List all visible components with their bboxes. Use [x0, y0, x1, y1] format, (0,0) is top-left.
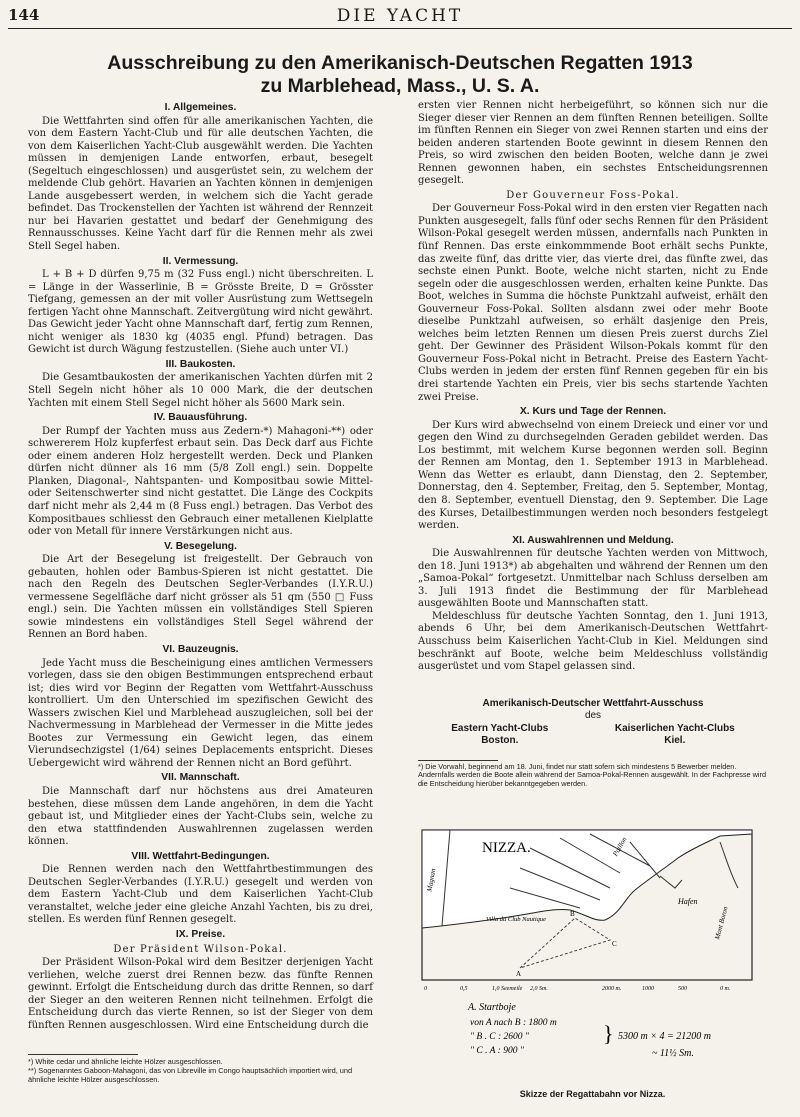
paragraph: Die Rennen werden nach den Wettfahrtbestimmungen des Deutschen Segler-Verbandes (I.Y.R.U.) gesegelt und werden von dem Eastern Yacht-Club und dem Kaiserlichen Yacht-Club veranstaltet, welche jeder eine gleiche Anzahl Yachten, bis zu drei, stellen. Es werden fünf Rennen gesegelt.	[28, 864, 373, 926]
article-title	[40, 52, 760, 98]
right-column	[418, 100, 768, 789]
signature-block	[418, 698, 768, 748]
paragraph: Meldeschluss für deutsche Yachten Sonntag, den 1. Juni 1913, abends 6 Uhr, bei dem Amerikanisch-Deutschen Wettfahrt-Ausschuss beim Kaiserlichen Yacht-Club in Kiel. Meldungen sind beschränkt auf Boote, welche beim Meldeschluss vollständig ausgerüstet und vom Stapel gelassen sind.	[418, 610, 768, 673]
footnote: *) White cedar und ähnliche leichte Hölzer ausgeschlossen.	[28, 1057, 223, 1066]
section-heading: IX. Preise.	[175, 929, 226, 940]
map-note-row3: " C . A : 900 "	[470, 1046, 524, 1056]
signature-right-club: Kaiserlichen Yacht-Clubs	[614, 722, 735, 734]
left-column	[28, 100, 373, 1032]
paragraph: Die Art der Besegelung ist freigestellt. Der Gebrauch von gebauten, hohlen oder Bambus-Spieren ist nicht gestattet. Die nach den Regeln des Deutschen Segler-Verbandes (I.Y.R.U.) vermessene Segelfläche darf nicht grösser als 51 qm (550 □ Fuss engl.) sein. Die Yachten müssen ein vollständiges Stell Spieren sowie mindestens ein vollständiges Stell Segel während der Rennen an Bord haben.	[28, 554, 373, 641]
header-rule	[8, 28, 792, 29]
left-footnotes	[28, 1050, 378, 1084]
paragraph: Der Gouverneur Foss-Pokal wird in den ersten vier Regatten nach Punkten ausgesegelt, falls fünf oder sechs Rennen für den Präsident Wilson-Pokal gesegelt werden müssen, andernfalls nach Punkten in fünf Rennen. Das erste einkommmende Boot erhält sechs Punkte, das zweite fünf, das dritte vier, das vierte drei, das fünfte zwei, das sechste einen Punkt. Boote, welche nicht starten, nicht zu Ende segeln oder die ausgeschlossen werden, erhalten keine Punkte. Das Boot, welches in Summa die höchste Punktzahl aufweist, erhält den Gouverneur Foss-Pokal. Sollten alsdann zwei oder mehr Boote dieselbe Punktzahl aufweisen, so erhält dasjenige den Preis, welches beim letzten Rennen um diesen Preis zuerst durchs Ziel geht. Der Gewinner des Präsident Wilson-Pokals kommt für den Gouverneur Foss-Pokal nicht in Betracht. Preise des Eastern Yacht-Clubs werden in jedem der ersten fünf Rennen gegeben für ein bis drei startende Yachten ein Preis, vier bis sechs startende Yachten zwei Preise.	[418, 203, 768, 403]
paragraph: L + B + D dürfen 9,75 m (32 Fuss engl.) nicht überschreiten. L = Länge in der Wasserlinie, B = Grösste Breite, D = Grösster Tiefgang, gemessen an der mit voller Ausrüstung zum Wettsegeln fertigen Yacht ohne Mannschaft. Zeitvergütung wird nicht gewährt. Das Gewicht jeder Yacht ohne Mannschaft darf, fertig zum Rennen, nicht weniger als 1830 kg (4035 engl. Pfund) betragen. Das Gewicht ist durch Wägung festzustellen. (Siehe auch unter VI.)	[28, 269, 373, 356]
signature-left	[451, 723, 548, 748]
paragraph: ersten vier Rennen nicht herbeigeführt, so können sich nur die Sieger dieser vier Rennen an dem fünften Rennen beteiligen. Sollte im fünften Rennen ein Sieger von zwei Rennen starten und eins der beiden anderen startenden Boote gewinnt in diesem Rennen den Preis, so wird zwischen den beiden Booten, welche dann je zwei Rennen gewonnen haben, ein sechstes Entscheidungsrennen gesegelt.	[418, 100, 768, 187]
regatta-map-svg	[420, 828, 765, 1083]
map-hafen-label: Hafen	[678, 897, 698, 906]
article-title-line2: zu Marblehead, Mass., U. S. A.	[260, 75, 540, 97]
signature-title: Amerikanisch-Deutscher Wettfahrt-Ausschuss	[482, 697, 704, 709]
regatta-map	[420, 828, 765, 1083]
section-heading: X. Kurs und Tage der Rennen.	[519, 406, 667, 418]
paragraph: Die Auswahlrennen für deutsche Yachten werden von Mittwoch, den 18. Juni 1913*) ab abgehalten und während der Rennen um den „Samoa-Pokal“ fortgesetzt. Unmittelbar nach Schluss derselben am 3. Juli 1913 findet die Bestimmung der für Marblehead ausgewählten Boote und Mannschaften statt.	[418, 548, 768, 610]
map-villa-label: Villa du Club Nautique	[486, 916, 547, 923]
map-note-brace: }	[603, 1021, 614, 1046]
signature-des: des	[584, 710, 602, 722]
paragraph: Die Mannschaft darf nur höchstens aus drei Amateuren bestehen, diese müssen dem Lande angehören, in dem die Yacht gebaut ist, und Mitglieder eines der Yacht-Clubs sein, welche zu den etwa stattfindenden Auswahlrennen zugelassen werden können.	[28, 785, 373, 848]
subsection-heading: Der Gouverneur Foss-Pokal.	[506, 189, 680, 201]
scale-ticks	[424, 986, 730, 992]
map-note-total: 5300 m × 4 = 21200 m	[618, 1031, 711, 1042]
left-footnote-list	[28, 1057, 378, 1084]
section-heading: VIII. Wettfahrt-Bedingungen.	[131, 850, 270, 862]
right-column-body	[418, 100, 768, 674]
signature-row	[418, 723, 768, 748]
paragraph: Die Wettfahrten sind offen für alle amerikanischen Yachten, die von dem Eastern Yacht-Club und für alle deutschen Yachten, die von dem Kaiserlichen Yacht-Club ausgewählt werden. Die Yachten müssen in demjenigen Lande entworfen, erbaut, besegelt (Segeltuch eingeschlossen) und ausgerüstet sein, zu welchem der meldende Club gehört. Havarien an Yachten können in demjenigen Lande ausgebessert werden, in welchem sich die Yacht gerade befindet. Das Trockenstellen der Yachten ist während der Rennzeit nur bei Havarien gestattet und bedarf der Genehmigung des Rennausschusses. Keine Yacht darf für die Rennen mehr als zwei Stell Segel haben.	[28, 115, 373, 253]
footnote-rule	[28, 1054, 138, 1055]
section-heading: VI. Bauzeugnis.	[162, 643, 239, 655]
section-heading: I. Allgemeines.	[164, 102, 237, 113]
right-footnote-text: *) Die Vorwahl, beginnend am 18. Juni, findet nur statt sofern sich mindestens 5 Bewerber melden. Andernfalls werden die Boote allein während der Samoa-Pokal-Rennen ausgewählt. In der Fachpresse wird die Entscheidung hierüber bekanntgegeben werden.	[418, 761, 767, 789]
page-number: 144	[8, 6, 40, 24]
footnote: **) Sogenanntes Gaboon-Mahagoni, das von Libreville im Congo hauptsächlich importiert wird, und ähnliche leichte Hölzer ausgeschlossen.	[28, 1066, 353, 1084]
section-heading: V. Besegelung.	[164, 540, 237, 552]
running-head	[8, 6, 792, 28]
scale-tick-label: 1000	[642, 986, 654, 992]
map-note-start: A. Startboje	[468, 1002, 516, 1013]
scale-tick-label: 1,0 Seemeile	[492, 986, 523, 992]
paragraph: Der Präsident Wilson-Pokal wird dem Besitzer derjenigen Yacht verliehen, welche zuerst drei Rennen bezw. das fünfte Rennen gewinnt. Erfolgt die Entscheidung durch das dritte Rennen, so darf der Sieger an den weiteren Rennen nicht teilnehmen. Erfolgt die Entscheidung durch das vierte Rennen, so ist der Sieger von dem fünften Rennen ausgeschlossen. Wird eine Entscheidung durch die	[28, 957, 373, 1031]
map-city-label: NIZZA.	[482, 840, 531, 856]
paragraph: Der Rumpf der Yachten muss aus Zedern-*) Mahagoni-**) oder schwererem Holz kupferfest erbaut sein. Das Deck darf aus Fichte oder einem anderen Holz hergestellt werden. Deck und Planken dürfen nicht dünner als 16 mm (5/8 Zoll engl.) sein. Doppelte Planken, Diagonal-, Nahtspanten- und Kompositbau sowie Mittel- oder Seitenschwerter sind nicht gestattet. Die Länge des Cockpits darf nicht mehr als 2,44 m (8 Fuss engl.) betragen. Das Verbot des Kompositbaues schliesst den Gebrauch einer metallenen Kielplatte oder von Metall für innere Verstärkungen nicht aus.	[28, 425, 373, 538]
coastline-land	[422, 830, 752, 928]
section-heading: VII. Mannschaft.	[161, 772, 240, 784]
map-note-approx: ~ 11½ Sm.	[652, 1048, 694, 1059]
paragraph: Der Kurs wird abwechselnd von einem Dreieck und einer vor und gegen den Wind zu durchsegelnden Geraden gebildet werden. Das Los bestimmt, mit welchem Kurse begonnen werden soll. Beginn der Rennen am Montag, den 1. September 1913 in Marblehead. Wenn das Wetter es erlaubt, dann Dienstag, den 2. September, Donnerstag, den 4. September, Freitag, den 5. September, Montag, den 8. September, eventuell Dienstag, den 9. September. Die Lage des Kurses, Detailbestimmungen werden noch besonders festgelegt werden.	[418, 419, 768, 532]
signature-right	[615, 723, 735, 748]
signature-right-city: Kiel.	[664, 735, 686, 747]
section-heading: XI. Auswahlrennen und Meldung.	[512, 534, 674, 546]
scale-tick-label: 0 m.	[720, 986, 731, 992]
section-heading: II. Vermessung.	[162, 255, 239, 267]
signature-left-city: Boston.	[481, 735, 519, 747]
article-title-line1: Ausschreibung zu den Amerikanisch-Deutschen Regatten 1913	[107, 52, 693, 74]
map-point-a: A	[516, 970, 522, 978]
paragraph: Die Gesamtbaukosten der amerikanischen Yachten dürfen mit 2 Stell Segeln nicht höher als 10 000 Mark, die der deutschen Yachten mit einem Stell Segel nicht höher als 5600 Mark sein.	[28, 372, 373, 409]
scale-tick-label: 0,5	[460, 986, 468, 992]
map-note-row1: von A nach B : 1800 m	[470, 1018, 557, 1028]
scale-tick-label: 500	[678, 986, 687, 992]
section-heading: III. Baukosten.	[165, 358, 236, 370]
map-mont-label: Mont Boron	[713, 905, 730, 941]
right-footnote	[418, 760, 768, 789]
map-right-road: Paillon	[611, 835, 629, 858]
footnote-rule	[418, 760, 498, 761]
running-title: DIE YACHT	[336, 6, 464, 26]
regatta-course	[520, 918, 610, 968]
scale-tick-label: 2000 m.	[602, 986, 622, 992]
scale-tick-label: 0	[424, 986, 427, 992]
scale-tick-label: 2,0 Sm.	[530, 986, 548, 992]
map-point-b: B	[570, 910, 575, 918]
section-heading: IV. Bauausführung.	[153, 412, 248, 424]
signature-left-club: Eastern Yacht-Clubs	[451, 722, 549, 734]
paragraph: Jede Yacht muss die Bescheinigung eines amtlichen Vermessers vorlegen, dass sie den obigen Bestimmungen entsprechend erbaut ist; dies wird vor Beginn der Regatten vom Wettfahrt-Ausschuss kontrolliert. Um den Unterschied im spezifischen Gewicht des Wassers zwischen Kiel und Marblehead auszugleichen, soll bei der Nachvermessung in Marblehead der Vermesser in die Mitte jedes Bootes zur Vermessung ein Gewicht legen, das einem Vierundsechzigstel (1/64) seines Deplacements entspricht. Dieses Uebergewicht wird während der Rennen nicht an Bord geführt.	[28, 657, 373, 769]
map-note-row2: " B . C : 2600 "	[470, 1032, 529, 1042]
map-caption: Skizze der Regattabahn vor Nizza.	[519, 1089, 666, 1099]
map-left-road: Magnan	[425, 867, 438, 893]
subsection-heading: Der Präsident Wilson-Pokal.	[113, 943, 288, 955]
map-point-c: C	[612, 940, 617, 948]
